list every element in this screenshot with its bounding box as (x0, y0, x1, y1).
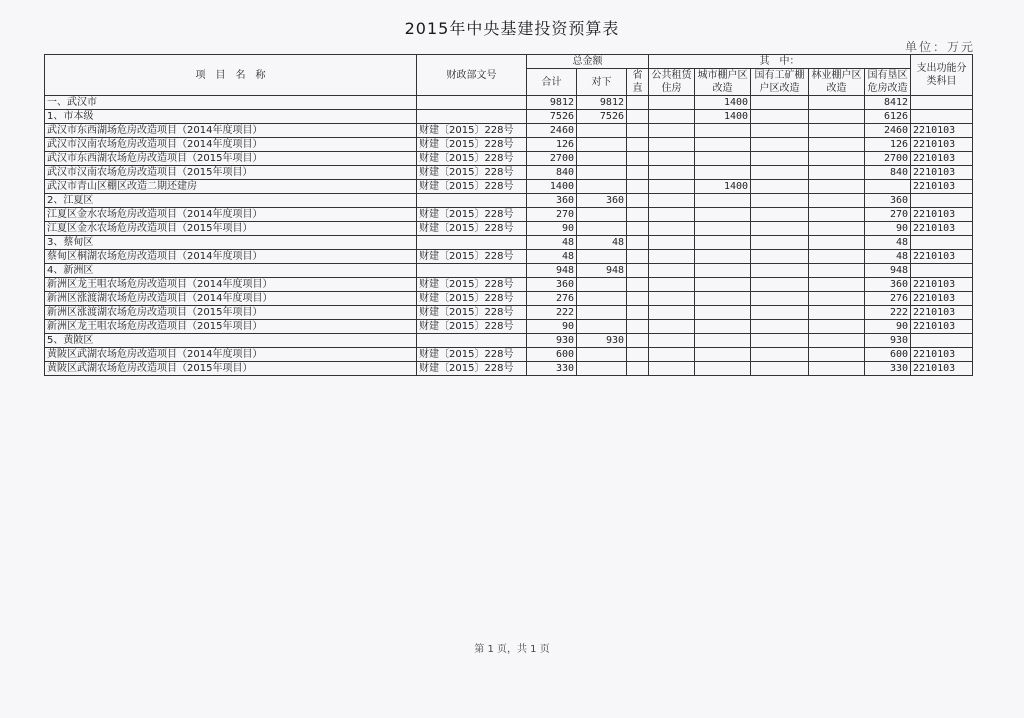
cell-subtotal: 360 (527, 194, 577, 208)
table-row (45, 362, 973, 376)
header-reclamation: 国有垦区危房改造 (865, 69, 911, 96)
cell-forestry-shanty (809, 264, 865, 278)
cell-subtotal: 90 (527, 222, 577, 236)
cell-expense-code (911, 110, 973, 124)
cell-project-name: 新洲区龙王咀农场危房改造项目（2014年度项目） (45, 278, 417, 292)
table-row (45, 96, 973, 110)
header-project-name: 项 目 名 称 (45, 55, 417, 96)
cell-expense-code: 2210103 (911, 152, 973, 166)
cell-project-name: 3、蔡甸区 (45, 236, 417, 250)
cell-direct: 360 (577, 194, 627, 208)
cell-provincial (627, 362, 649, 376)
cell-direct (577, 180, 627, 194)
cell-subtotal: 7526 (527, 110, 577, 124)
cell-doc-number (417, 194, 527, 208)
cell-reclamation: 90 (865, 320, 911, 334)
cell-doc-number (417, 96, 527, 110)
cell-reclamation: 360 (865, 194, 911, 208)
cell-expense-code: 2210103 (911, 362, 973, 376)
cell-provincial (627, 278, 649, 292)
cell-provincial (627, 306, 649, 320)
cell-direct: 7526 (577, 110, 627, 124)
cell-public-rental (649, 124, 695, 138)
cell-reclamation: 360 (865, 278, 911, 292)
cell-urban-shanty (695, 362, 751, 376)
cell-public-rental (649, 236, 695, 250)
header-provincial: 省直 (627, 69, 649, 96)
cell-subtotal: 270 (527, 208, 577, 222)
cell-public-rental (649, 250, 695, 264)
cell-provincial (627, 222, 649, 236)
cell-forestry-shanty (809, 292, 865, 306)
cell-provincial (627, 96, 649, 110)
cell-project-name: 黄陂区武湖农场危房改造项目（2014年度项目） (45, 348, 417, 362)
cell-doc-number: 财建〔2015〕228号 (417, 124, 527, 138)
table-row (45, 152, 973, 166)
cell-urban-shanty (695, 306, 751, 320)
cell-expense-code (911, 194, 973, 208)
cell-subtotal: 90 (527, 320, 577, 334)
cell-expense-code (911, 334, 973, 348)
cell-subtotal: 9812 (527, 96, 577, 110)
cell-provincial (627, 152, 649, 166)
cell-forestry-shanty (809, 152, 865, 166)
cell-reclamation: 270 (865, 208, 911, 222)
cell-provincial (627, 264, 649, 278)
cell-direct (577, 362, 627, 376)
header-expense-code: 支出功能分类科目 (911, 55, 973, 96)
table-row (45, 320, 973, 334)
cell-industrial-shanty (751, 320, 809, 334)
cell-direct (577, 208, 627, 222)
table-row (45, 306, 973, 320)
cell-expense-code: 2210103 (911, 278, 973, 292)
cell-subtotal: 48 (527, 250, 577, 264)
table-row (45, 138, 973, 152)
cell-direct (577, 138, 627, 152)
header-among: 其 中： (649, 55, 911, 69)
cell-reclamation: 48 (865, 250, 911, 264)
cell-direct (577, 152, 627, 166)
cell-urban-shanty (695, 124, 751, 138)
cell-expense-code: 2210103 (911, 124, 973, 138)
cell-urban-shanty: 1400 (695, 96, 751, 110)
page-footer: 第 1 页，共 1 页 (474, 644, 550, 655)
cell-subtotal: 2700 (527, 152, 577, 166)
cell-forestry-shanty (809, 278, 865, 292)
cell-project-name: 新洲区龙王咀农场危房改造项目（2015年项目） (45, 320, 417, 334)
header-direct: 对下 (577, 69, 627, 96)
cell-industrial-shanty (751, 222, 809, 236)
cell-provincial (627, 236, 649, 250)
cell-doc-number: 财建〔2015〕228号 (417, 166, 527, 180)
cell-urban-shanty (695, 138, 751, 152)
cell-urban-shanty (695, 278, 751, 292)
cell-expense-code: 2210103 (911, 166, 973, 180)
unit-label: 单位：万元 (905, 40, 976, 54)
cell-industrial-shanty (751, 166, 809, 180)
cell-subtotal: 330 (527, 362, 577, 376)
cell-public-rental (649, 320, 695, 334)
cell-direct (577, 348, 627, 362)
cell-industrial-shanty (751, 236, 809, 250)
cell-subtotal: 222 (527, 306, 577, 320)
cell-provincial (627, 320, 649, 334)
cell-forestry-shanty (809, 362, 865, 376)
header-public-rental: 公共租赁住房 (649, 69, 695, 96)
cell-industrial-shanty (751, 334, 809, 348)
cell-urban-shanty: 1400 (695, 110, 751, 124)
cell-expense-code (911, 264, 973, 278)
header-urban-shanty: 城市棚户区改造 (695, 69, 751, 96)
cell-forestry-shanty (809, 138, 865, 152)
cell-expense-code: 2210103 (911, 180, 973, 194)
cell-industrial-shanty (751, 96, 809, 110)
cell-urban-shanty (695, 264, 751, 278)
cell-provincial (627, 166, 649, 180)
table-row (45, 180, 973, 194)
cell-direct (577, 222, 627, 236)
cell-provincial (627, 292, 649, 306)
cell-forestry-shanty (809, 208, 865, 222)
cell-forestry-shanty (809, 348, 865, 362)
cell-public-rental (649, 264, 695, 278)
cell-reclamation: 126 (865, 138, 911, 152)
cell-industrial-shanty (751, 250, 809, 264)
cell-urban-shanty (695, 292, 751, 306)
cell-forestry-shanty (809, 250, 865, 264)
cell-public-rental (649, 152, 695, 166)
cell-direct: 948 (577, 264, 627, 278)
cell-reclamation: 276 (865, 292, 911, 306)
table-row (45, 264, 973, 278)
cell-project-name: 武汉市东西湖场危房改造项目（2014年度项目） (45, 124, 417, 138)
cell-doc-number (417, 264, 527, 278)
cell-reclamation: 48 (865, 236, 911, 250)
cell-subtotal: 2460 (527, 124, 577, 138)
cell-forestry-shanty (809, 320, 865, 334)
cell-direct (577, 124, 627, 138)
cell-project-name: 一、武汉市 (45, 96, 417, 110)
cell-forestry-shanty (809, 110, 865, 124)
table-row (45, 110, 973, 124)
cell-forestry-shanty (809, 334, 865, 348)
table-row (45, 334, 973, 348)
cell-project-name: 江夏区金水农场危房改造项目（2014年度项目） (45, 208, 417, 222)
cell-doc-number: 财建〔2015〕228号 (417, 292, 527, 306)
cell-urban-shanty (695, 194, 751, 208)
cell-subtotal: 360 (527, 278, 577, 292)
cell-reclamation: 2460 (865, 124, 911, 138)
cell-urban-shanty (695, 208, 751, 222)
cell-direct: 930 (577, 334, 627, 348)
page-title: 2015年中央基建投资预算表 (404, 19, 620, 38)
cell-doc-number: 财建〔2015〕228号 (417, 180, 527, 194)
cell-direct (577, 278, 627, 292)
cell-doc-number: 财建〔2015〕228号 (417, 208, 527, 222)
cell-provincial (627, 180, 649, 194)
cell-provincial (627, 334, 649, 348)
cell-expense-code: 2210103 (911, 222, 973, 236)
cell-public-rental (649, 348, 695, 362)
cell-doc-number (417, 236, 527, 250)
cell-industrial-shanty (751, 278, 809, 292)
cell-subtotal: 126 (527, 138, 577, 152)
table-row (45, 222, 973, 236)
cell-expense-code (911, 236, 973, 250)
cell-provincial (627, 348, 649, 362)
cell-project-name: 江夏区金水农场危房改造项目（2015年项目） (45, 222, 417, 236)
header-doc-number: 财政部文号 (417, 55, 527, 96)
cell-subtotal: 276 (527, 292, 577, 306)
cell-forestry-shanty (809, 306, 865, 320)
cell-subtotal: 948 (527, 264, 577, 278)
cell-doc-number: 财建〔2015〕228号 (417, 306, 527, 320)
cell-direct (577, 292, 627, 306)
cell-project-name: 新洲区涨渡湖农场危房改造项目（2014年度项目） (45, 292, 417, 306)
cell-public-rental (649, 334, 695, 348)
cell-direct (577, 166, 627, 180)
cell-provincial (627, 110, 649, 124)
cell-urban-shanty: 1400 (695, 180, 751, 194)
cell-urban-shanty (695, 348, 751, 362)
cell-public-rental (649, 292, 695, 306)
cell-reclamation: 930 (865, 334, 911, 348)
cell-project-name: 4、新洲区 (45, 264, 417, 278)
cell-reclamation: 948 (865, 264, 911, 278)
cell-project-name: 2、江夏区 (45, 194, 417, 208)
cell-urban-shanty (695, 320, 751, 334)
cell-provincial (627, 194, 649, 208)
header-forestry-shanty: 林业棚户区改造 (809, 69, 865, 96)
cell-forestry-shanty (809, 96, 865, 110)
budget-table (44, 54, 973, 376)
cell-expense-code: 2210103 (911, 320, 973, 334)
cell-public-rental (649, 208, 695, 222)
cell-project-name: 黄陂区武湖农场危房改造项目（2015年项目） (45, 362, 417, 376)
cell-public-rental (649, 222, 695, 236)
cell-reclamation: 600 (865, 348, 911, 362)
cell-project-name: 新洲区涨渡湖农场危房改造项目（2015年项目） (45, 306, 417, 320)
cell-industrial-shanty (751, 362, 809, 376)
cell-doc-number: 财建〔2015〕228号 (417, 362, 527, 376)
cell-industrial-shanty (751, 152, 809, 166)
table-row (45, 208, 973, 222)
cell-provincial (627, 124, 649, 138)
cell-industrial-shanty (751, 306, 809, 320)
cell-reclamation (865, 180, 911, 194)
cell-forestry-shanty (809, 236, 865, 250)
cell-industrial-shanty (751, 292, 809, 306)
table-row (45, 194, 973, 208)
cell-doc-number: 财建〔2015〕228号 (417, 348, 527, 362)
cell-reclamation: 8412 (865, 96, 911, 110)
cell-reclamation: 90 (865, 222, 911, 236)
cell-urban-shanty (695, 334, 751, 348)
cell-industrial-shanty (751, 194, 809, 208)
cell-urban-shanty (695, 250, 751, 264)
cell-project-name: 武汉市东西湖农场危房改造项目（2015年项目） (45, 152, 417, 166)
cell-expense-code (911, 96, 973, 110)
cell-subtotal: 600 (527, 348, 577, 362)
cell-subtotal: 930 (527, 334, 577, 348)
cell-direct: 48 (577, 236, 627, 250)
cell-subtotal: 840 (527, 166, 577, 180)
cell-provincial (627, 208, 649, 222)
cell-doc-number (417, 110, 527, 124)
cell-doc-number: 财建〔2015〕228号 (417, 222, 527, 236)
cell-forestry-shanty (809, 194, 865, 208)
cell-doc-number (417, 334, 527, 348)
header-subtotal: 合计 (527, 69, 577, 96)
cell-forestry-shanty (809, 222, 865, 236)
cell-project-name: 蔡甸区桐湖农场危房改造项目（2014年度项目） (45, 250, 417, 264)
cell-public-rental (649, 138, 695, 152)
cell-direct (577, 306, 627, 320)
cell-urban-shanty (695, 236, 751, 250)
cell-industrial-shanty (751, 264, 809, 278)
cell-reclamation: 840 (865, 166, 911, 180)
cell-public-rental (649, 110, 695, 124)
table-row (45, 250, 973, 264)
cell-expense-code: 2210103 (911, 208, 973, 222)
table-row (45, 236, 973, 250)
cell-public-rental (649, 96, 695, 110)
cell-project-name: 5、黄陂区 (45, 334, 417, 348)
cell-project-name: 1、市本级 (45, 110, 417, 124)
cell-forestry-shanty (809, 180, 865, 194)
cell-reclamation: 330 (865, 362, 911, 376)
table-row (45, 166, 973, 180)
cell-reclamation: 222 (865, 306, 911, 320)
table-row (45, 124, 973, 138)
cell-public-rental (649, 180, 695, 194)
header-industrial-shanty: 国有工矿棚户区改造 (751, 69, 809, 96)
cell-expense-code: 2210103 (911, 138, 973, 152)
cell-urban-shanty (695, 166, 751, 180)
table-row (45, 278, 973, 292)
cell-urban-shanty (695, 152, 751, 166)
table-row (45, 292, 973, 306)
cell-direct (577, 320, 627, 334)
cell-public-rental (649, 166, 695, 180)
cell-public-rental (649, 362, 695, 376)
cell-industrial-shanty (751, 138, 809, 152)
cell-public-rental (649, 194, 695, 208)
cell-reclamation: 6126 (865, 110, 911, 124)
cell-industrial-shanty (751, 124, 809, 138)
cell-industrial-shanty (751, 180, 809, 194)
cell-expense-code: 2210103 (911, 348, 973, 362)
cell-public-rental (649, 278, 695, 292)
cell-provincial (627, 250, 649, 264)
cell-subtotal: 48 (527, 236, 577, 250)
cell-project-name: 武汉市汉南农场危房改造项目（2015年项目） (45, 166, 417, 180)
cell-forestry-shanty (809, 124, 865, 138)
cell-industrial-shanty (751, 348, 809, 362)
cell-subtotal: 1400 (527, 180, 577, 194)
cell-public-rental (649, 306, 695, 320)
cell-direct (577, 250, 627, 264)
cell-doc-number: 财建〔2015〕228号 (417, 320, 527, 334)
cell-doc-number: 财建〔2015〕228号 (417, 250, 527, 264)
header-total: 总金额 (527, 55, 649, 69)
cell-project-name: 武汉市青山区棚区改造二期还建房 (45, 180, 417, 194)
cell-doc-number: 财建〔2015〕228号 (417, 138, 527, 152)
cell-provincial (627, 138, 649, 152)
cell-urban-shanty (695, 222, 751, 236)
cell-industrial-shanty (751, 208, 809, 222)
cell-reclamation: 2700 (865, 152, 911, 166)
cell-expense-code: 2210103 (911, 306, 973, 320)
cell-industrial-shanty (751, 110, 809, 124)
cell-doc-number: 财建〔2015〕228号 (417, 152, 527, 166)
cell-project-name: 武汉市汉南农场危房改造项目（2014年度项目） (45, 138, 417, 152)
cell-expense-code: 2210103 (911, 292, 973, 306)
cell-direct: 9812 (577, 96, 627, 110)
cell-forestry-shanty (809, 166, 865, 180)
table-row (45, 348, 973, 362)
cell-expense-code: 2210103 (911, 250, 973, 264)
cell-doc-number: 财建〔2015〕228号 (417, 278, 527, 292)
